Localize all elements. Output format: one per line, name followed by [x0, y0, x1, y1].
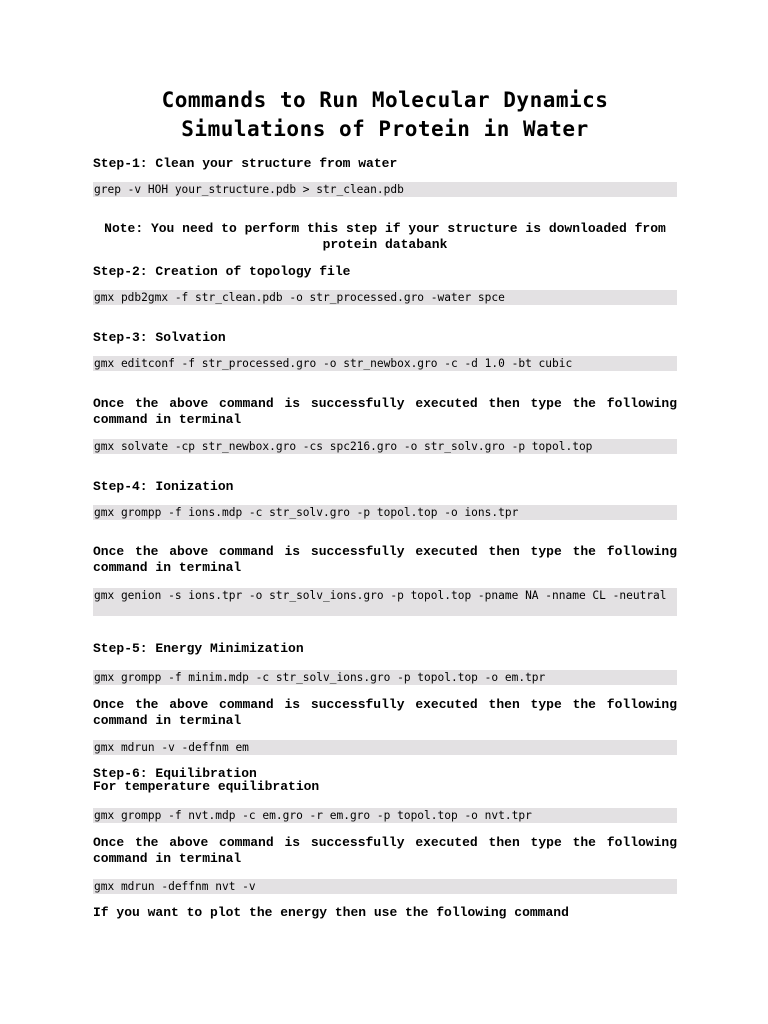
step-3-command-2: gmx solvate -cp str_newbox.gro -cs spc216.gro -o str_solv.gro -p topol.top	[93, 439, 677, 454]
step-4-command-2: gmx genion -s ions.tpr -o str_solv_ions.gro -p topol.top -pname NA -nname CL -neutral	[93, 588, 677, 616]
step-5-followup-text: Once the above command is successfully executed then type the following command in terminal	[93, 697, 677, 728]
step-2-command: gmx pdb2gmx -f str_clean.pdb -o str_processed.gro -water spce	[93, 290, 677, 305]
step-6-command: gmx grompp -f nvt.mdp -c em.gro -r em.gro -p topol.top -o nvt.tpr	[93, 808, 677, 823]
step-5-command: gmx grompp -f minim.mdp -c str_solv_ions.gro -p topol.top -o em.tpr	[93, 670, 677, 685]
step-6-followup-text: Once the above command is successfully executed then type the following command in terminal	[93, 835, 677, 866]
title-line-1: Commands to Run Molecular Dynamics	[161, 88, 609, 112]
step-3-heading: Step-3: Solvation	[93, 330, 226, 345]
step-1-heading: Step-1: Clean your structure from water	[93, 156, 398, 171]
closing-text: If you want to plot the energy then use the following command	[93, 905, 569, 920]
step-1-command: grep -v HOH your_structure.pdb > str_clean.pdb	[93, 182, 677, 197]
step-3-followup-text: Once the above command is successfully executed then type the following command in terminal	[93, 396, 677, 427]
step-5-heading: Step-5: Energy Minimization	[93, 641, 304, 656]
step-6-subheading: For temperature equilibration	[93, 779, 320, 794]
step-4-heading: Step-4: Ionization	[93, 479, 234, 494]
step-1-note: Note: You need to perform this step if your structure is downloaded from protein databank	[104, 221, 666, 252]
step-3-command: gmx editconf -f str_processed.gro -o str_newbox.gro -c -d 1.0 -bt cubic	[93, 356, 677, 371]
document-title	[60, 86, 710, 144]
step-6-command-2: gmx mdrun -deffnm nvt -v	[93, 879, 677, 894]
step-4-followup-text: Once the above command is successfully executed then type the following command in terminal	[93, 544, 677, 575]
step-4-command: gmx grompp -f ions.mdp -c str_solv.gro -p topol.top -o ions.tpr	[93, 505, 677, 520]
step-5-command-2: gmx mdrun -v -deffnm em	[93, 740, 677, 755]
step-2-heading: Step-2: Creation of topology file	[93, 264, 351, 279]
step-6-heading: Step-6: Equilibration	[93, 766, 257, 781]
title-line-2: Simulations of Protein in Water	[181, 117, 589, 141]
